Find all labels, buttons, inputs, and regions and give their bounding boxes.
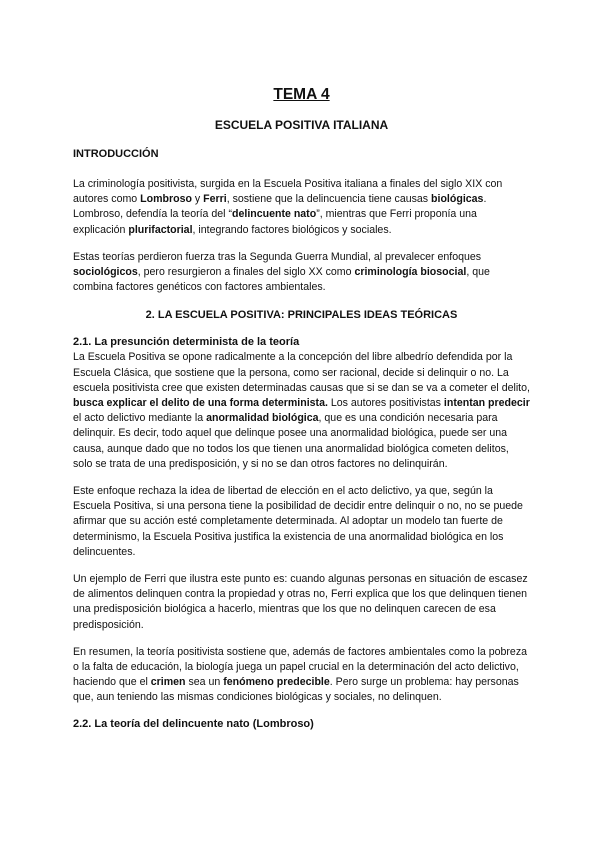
subsection-2-2-heading: 2.2. La teoría del delincuente nato (Lombroso) (73, 717, 314, 730)
page-title: TEMA 4 (273, 86, 330, 103)
subsection-2-1-paragraph-2: Este enfoque rechaza la idea de libertad de elección en el acto delictivo, ya que, según la Escuela Positiva, si una persona tiene la posibilidad de decidir entre delinquir o no, no se puede afirmar que su acción esté completamente determinada. Al adoptar un modelo tan fuerte de determinismo, la Escuela Positiva justifica la existencia de una anormalidad biológica en los delincuentes. (73, 485, 523, 558)
subsection-2-1-paragraph-3: Un ejemplo de Ferri que ilustra este punto es: cuando algunas personas en situación de escasez de alimentos delinquen contra la propiedad y otras no, Ferri explica que los que delinquen tienen una predisposición biológica a hacerlo, mientras que los que no delinquen carecen de esa predisposición. (73, 573, 528, 631)
subsection-2-1-heading: 2.1. La presunción determinista de la teoría (73, 336, 300, 349)
subsection-2-1-paragraph-4: En resumen, la teoría positivista sostiene que, además de factores ambientales como la pobreza o la falta de educación, la biología juega un papel crucial en la determinación del acto delictivo, haciendo que el crimen sea un fenómeno predecible. Pero surge un problema: hay personas que, aun teniendo las mismas condiciones biológicas y sociales, no delinquen. (73, 645, 528, 704)
document-subtitle: ESCUELA POSITIVA ITALIANA (214, 118, 389, 132)
intro-paragraph-2: Estas teorías perdieron fuerza tras la Segunda Guerra Mundial, al prevalecer enfoques sociológicos, pero resurgieron a finales del siglo XX como criminología biosocial, que combina factores genéticos con factores ambientales. (73, 250, 490, 294)
section-2-heading: 2. LA ESCUELA POSITIVA: PRINCIPALES IDEAS TEÓRICAS (145, 309, 458, 322)
intro-heading: INTRODUCCIÓN (73, 148, 159, 160)
intro-paragraph-1: La criminología positivista, surgida en la Escuela Positiva italiana a finales del siglo XIX con autores como Lombroso y Ferri, sostiene que la delincuencia tiene causas biológicas. Lombroso, defendía la teoría del “delincuente nato”, mientras que Ferri proponía una explicación plurifactorial, integrando factores biológicos y sociales. (73, 178, 503, 236)
subsection-2-1-paragraph-1: La Escuela Positiva se opone radicalmente a la concepción del libre albedrío defendida por la Escuela Clásica, que sostiene que la persona, como ser racional, decide si delinquir o no. La escuela positivista cree que existen determinadas causas que si se dan se va a cometer el delito, busca explicar el delito de una forma determinista. Los autores positivistas intentan predecir el acto delictivo mediante la anormalidad biológica, que es una condición necesaria para delinquir. Es decir, todo aquel que delinque posee una anormalidad biológica, puede ser una causa, aunque dado que no todos los que tienen una anormalidad biológica cometen delitos, solo se trata de una predisposición, y si no se dan otros factores no delinquirán. (73, 351, 530, 470)
